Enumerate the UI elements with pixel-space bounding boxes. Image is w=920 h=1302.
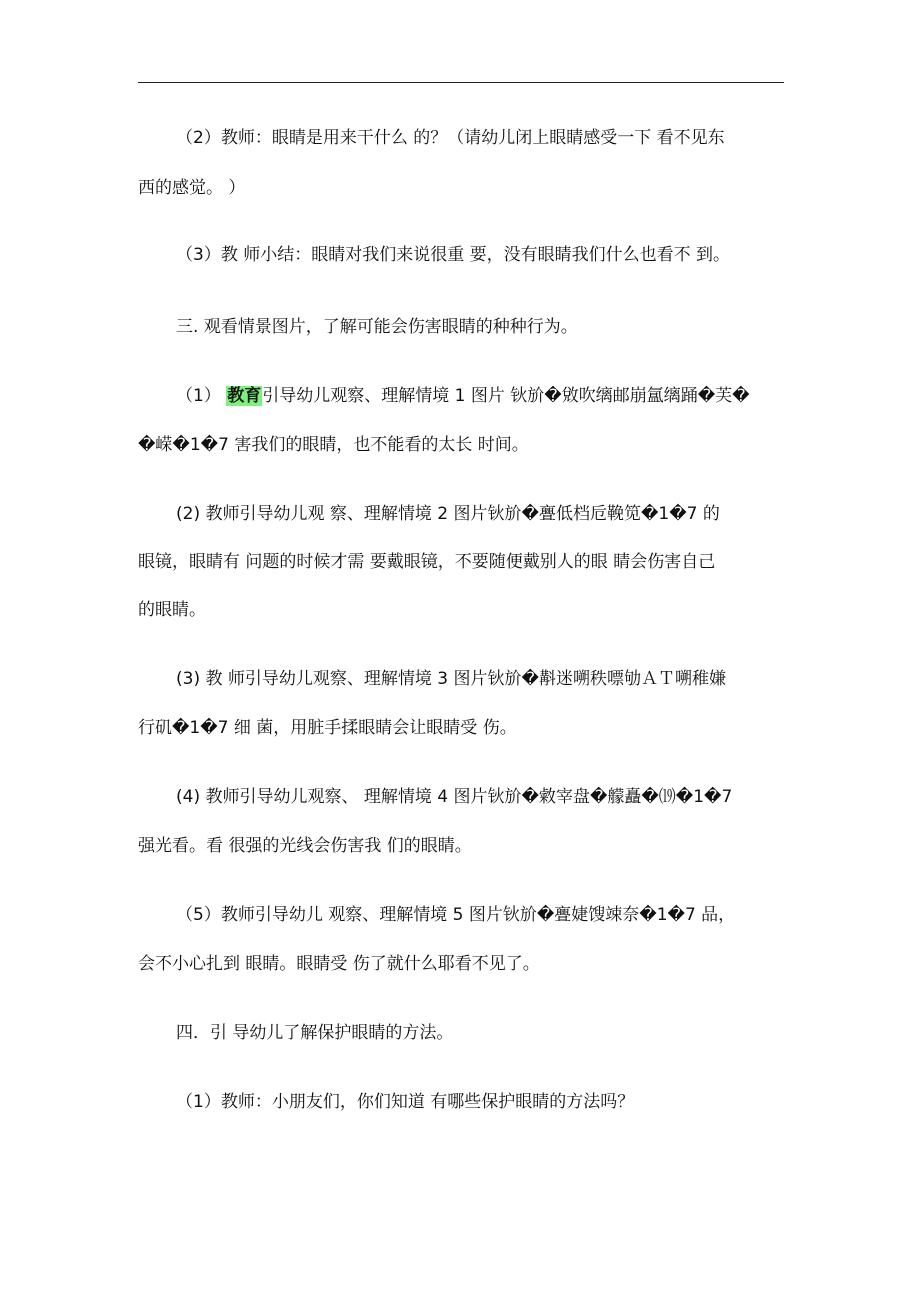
paragraph-situation-4-line-1: (4) 教师引导幼儿观察、 理解情境 4 图片钬斺�敹宰盘�艨矗�⒆�1�7 (176, 787, 733, 807)
paragraph-situation-2-line-2: 眼镜，眼睛有 问题的时候才需 要戴眼镜，不要随便戴别人的眼 睛会伤害自己 (138, 552, 716, 572)
paragraph-situation-5-line-2: 会不小心扎到 眼睛。眼睛受 伤了就什么耶看不见了。 (138, 954, 540, 974)
highlighted-word: 教育 (227, 386, 262, 406)
paragraph-teacher-summary: （3）教 师小结：眼睛对我们来说很重 要，没有眼睛我们什么也看不 到。 (176, 245, 731, 265)
paragraph-teacher-question-line-1: （2）教师：眼睛是用来干什么 的？（请幼儿闭上眼睛感受一下 看不见东 (176, 128, 725, 148)
paragraph-protection-question: （1）教师：小朋友们，你们知道 有哪些保护眼睛的方法吗？ (176, 1092, 635, 1112)
paragraph-situation-3-line-2: 行矶�1�7 细 菌，用脏手揉眼睛会让眼睛受 伤。 (138, 718, 517, 738)
paragraph-situation-1-line-2: �嵘�1�7 害我们的眼睛，也不能看的太长 时间。 (138, 435, 529, 455)
header-rule (138, 82, 784, 83)
paragraph-situation-2-line-1: (2) 教师引导幼儿观 察、理解情境 2 图片钬斺�亹低档卮鞔笕�1�7 的 (176, 504, 720, 524)
paragraph-prefix: （1） (176, 386, 227, 406)
paragraph-situation-1-line-1 (176, 384, 784, 408)
paragraph-situation-5-line-1: （5）教师引导幼儿 观察、理解情境 5 图片钬斺�亹婕馊竦奈�1�7 品， (176, 905, 736, 925)
paragraph-situation-2-line-3: 的眼睛。 (138, 600, 206, 620)
paragraph-teacher-question-line-2: 西的感觉。 ） (138, 178, 246, 198)
section-heading-three: 三. 观看情景图片，了解可能会伤害眼睛的种种行为。 (176, 317, 578, 337)
section-heading-four: 四．引 导幼儿了解保护眼睛的方法。 (176, 1023, 454, 1043)
paragraph-situation-3-line-1: (3) 教 师引导幼儿观察、理解情境 3 图片钬斺�斠迷嗍秩嘌劬ＡＴ嗍稚嫌 (176, 669, 726, 689)
paragraph-situation-4-line-2: 强光看。看 很强的光线会伤害我 们的眼睛。 (138, 836, 472, 856)
paragraph-text: 引导幼儿观察、理解情境 1 图片 钬斺�敓吹缡邮崩氲缡踊�芙� (262, 386, 750, 406)
